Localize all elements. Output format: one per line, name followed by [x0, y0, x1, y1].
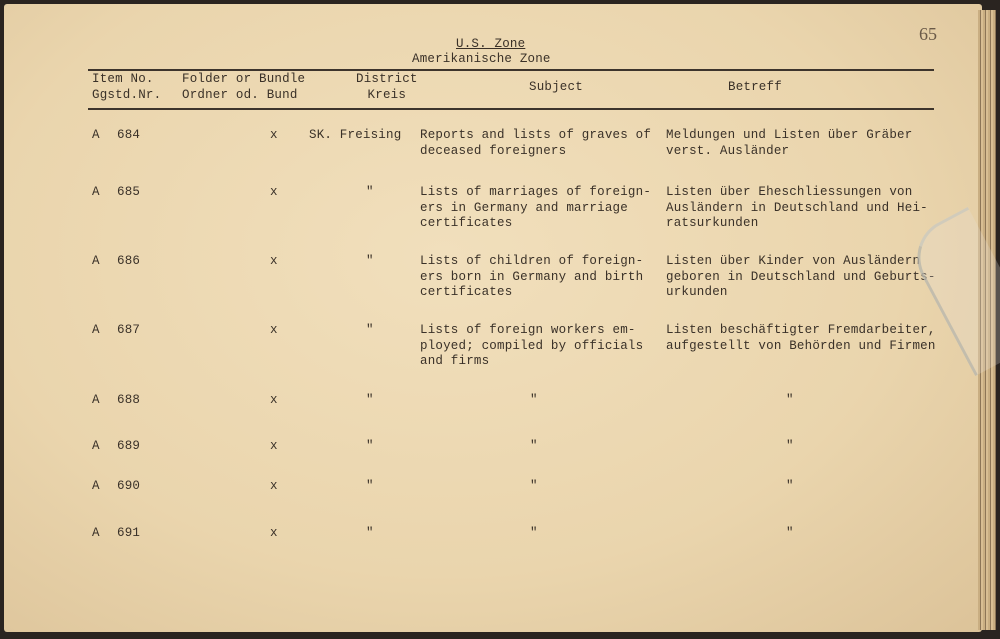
- row-prefix: A: [92, 254, 100, 268]
- district: SK. Freising: [309, 128, 402, 142]
- betreff: Meldungen und Listen über Gräber verst. Ausländer: [666, 128, 913, 158]
- item-number: 686: [117, 254, 141, 268]
- item-number: 688: [117, 393, 141, 407]
- betreff: ": [786, 439, 794, 453]
- subject: Lists of marriages of foreign- ers in Germany and marriage certificates: [420, 185, 652, 230]
- district: ": [366, 479, 374, 493]
- subject: Lists of foreign workers em- ployed; compiled by officials and firms: [420, 323, 644, 368]
- row-prefix: A: [92, 393, 100, 407]
- subject: ": [530, 479, 538, 493]
- subject: ": [530, 393, 538, 407]
- item-number: 690: [117, 479, 141, 493]
- betreff: Listen beschäftigter Fremdarbeiter, aufgestellt von Behörden und Firmen: [666, 323, 936, 353]
- subject: Lists of children of foreign- ers born in Germany and birth certificates: [420, 254, 644, 299]
- folder-mark: x: [270, 439, 278, 453]
- district: ": [366, 439, 374, 453]
- page-number: 65: [919, 24, 937, 44]
- betreff: Listen über Eheschliessungen von Ausländern in Deutschland und Hei- ratsurkunden: [666, 185, 928, 230]
- row-prefix: A: [92, 526, 100, 540]
- item-number: 691: [117, 526, 141, 540]
- header-betreff: Betreff: [728, 80, 782, 94]
- district: ": [366, 185, 374, 199]
- item-number: 687: [117, 323, 141, 337]
- row-prefix: A: [92, 479, 100, 493]
- folder-mark: x: [270, 479, 278, 493]
- header-district: District Kreis: [356, 72, 418, 102]
- subject: ": [530, 526, 538, 540]
- folder-mark: x: [270, 128, 278, 142]
- row-prefix: A: [92, 128, 100, 142]
- subject: Reports and lists of graves of deceased foreigners: [420, 128, 652, 158]
- folder-mark: x: [270, 185, 278, 199]
- subject: ": [530, 439, 538, 453]
- item-number: 685: [117, 185, 141, 199]
- document-page: [4, 4, 982, 632]
- row-prefix: A: [92, 323, 100, 337]
- header-bottom-rule: [88, 108, 934, 110]
- district: ": [366, 526, 374, 540]
- item-number: 689: [117, 439, 141, 453]
- header-folder: Folder or Bundle Ordner od. Bund: [182, 72, 306, 102]
- header-item: Item No. Ggstd.Nr.: [92, 72, 162, 102]
- header-subject: Subject: [529, 80, 583, 94]
- folder-mark: x: [270, 526, 278, 540]
- folder-mark: x: [270, 393, 278, 407]
- folder-mark: x: [270, 254, 278, 268]
- folder-mark: x: [270, 323, 278, 337]
- district: ": [366, 393, 374, 407]
- betreff: ": [786, 479, 794, 493]
- betreff: ": [786, 393, 794, 407]
- district: ": [366, 323, 374, 337]
- row-prefix: A: [92, 185, 100, 199]
- title-german: Amerikanische Zone: [412, 52, 551, 66]
- district: ": [366, 254, 374, 268]
- title-english: U.S. Zone: [456, 37, 526, 51]
- betreff: ": [786, 526, 794, 540]
- header-top-rule: [88, 69, 934, 71]
- row-prefix: A: [92, 439, 100, 453]
- betreff: Listen über Kinder von Ausländern geboren in Deutschland und Geburts- urkunden: [666, 254, 936, 299]
- item-number: 684: [117, 128, 141, 142]
